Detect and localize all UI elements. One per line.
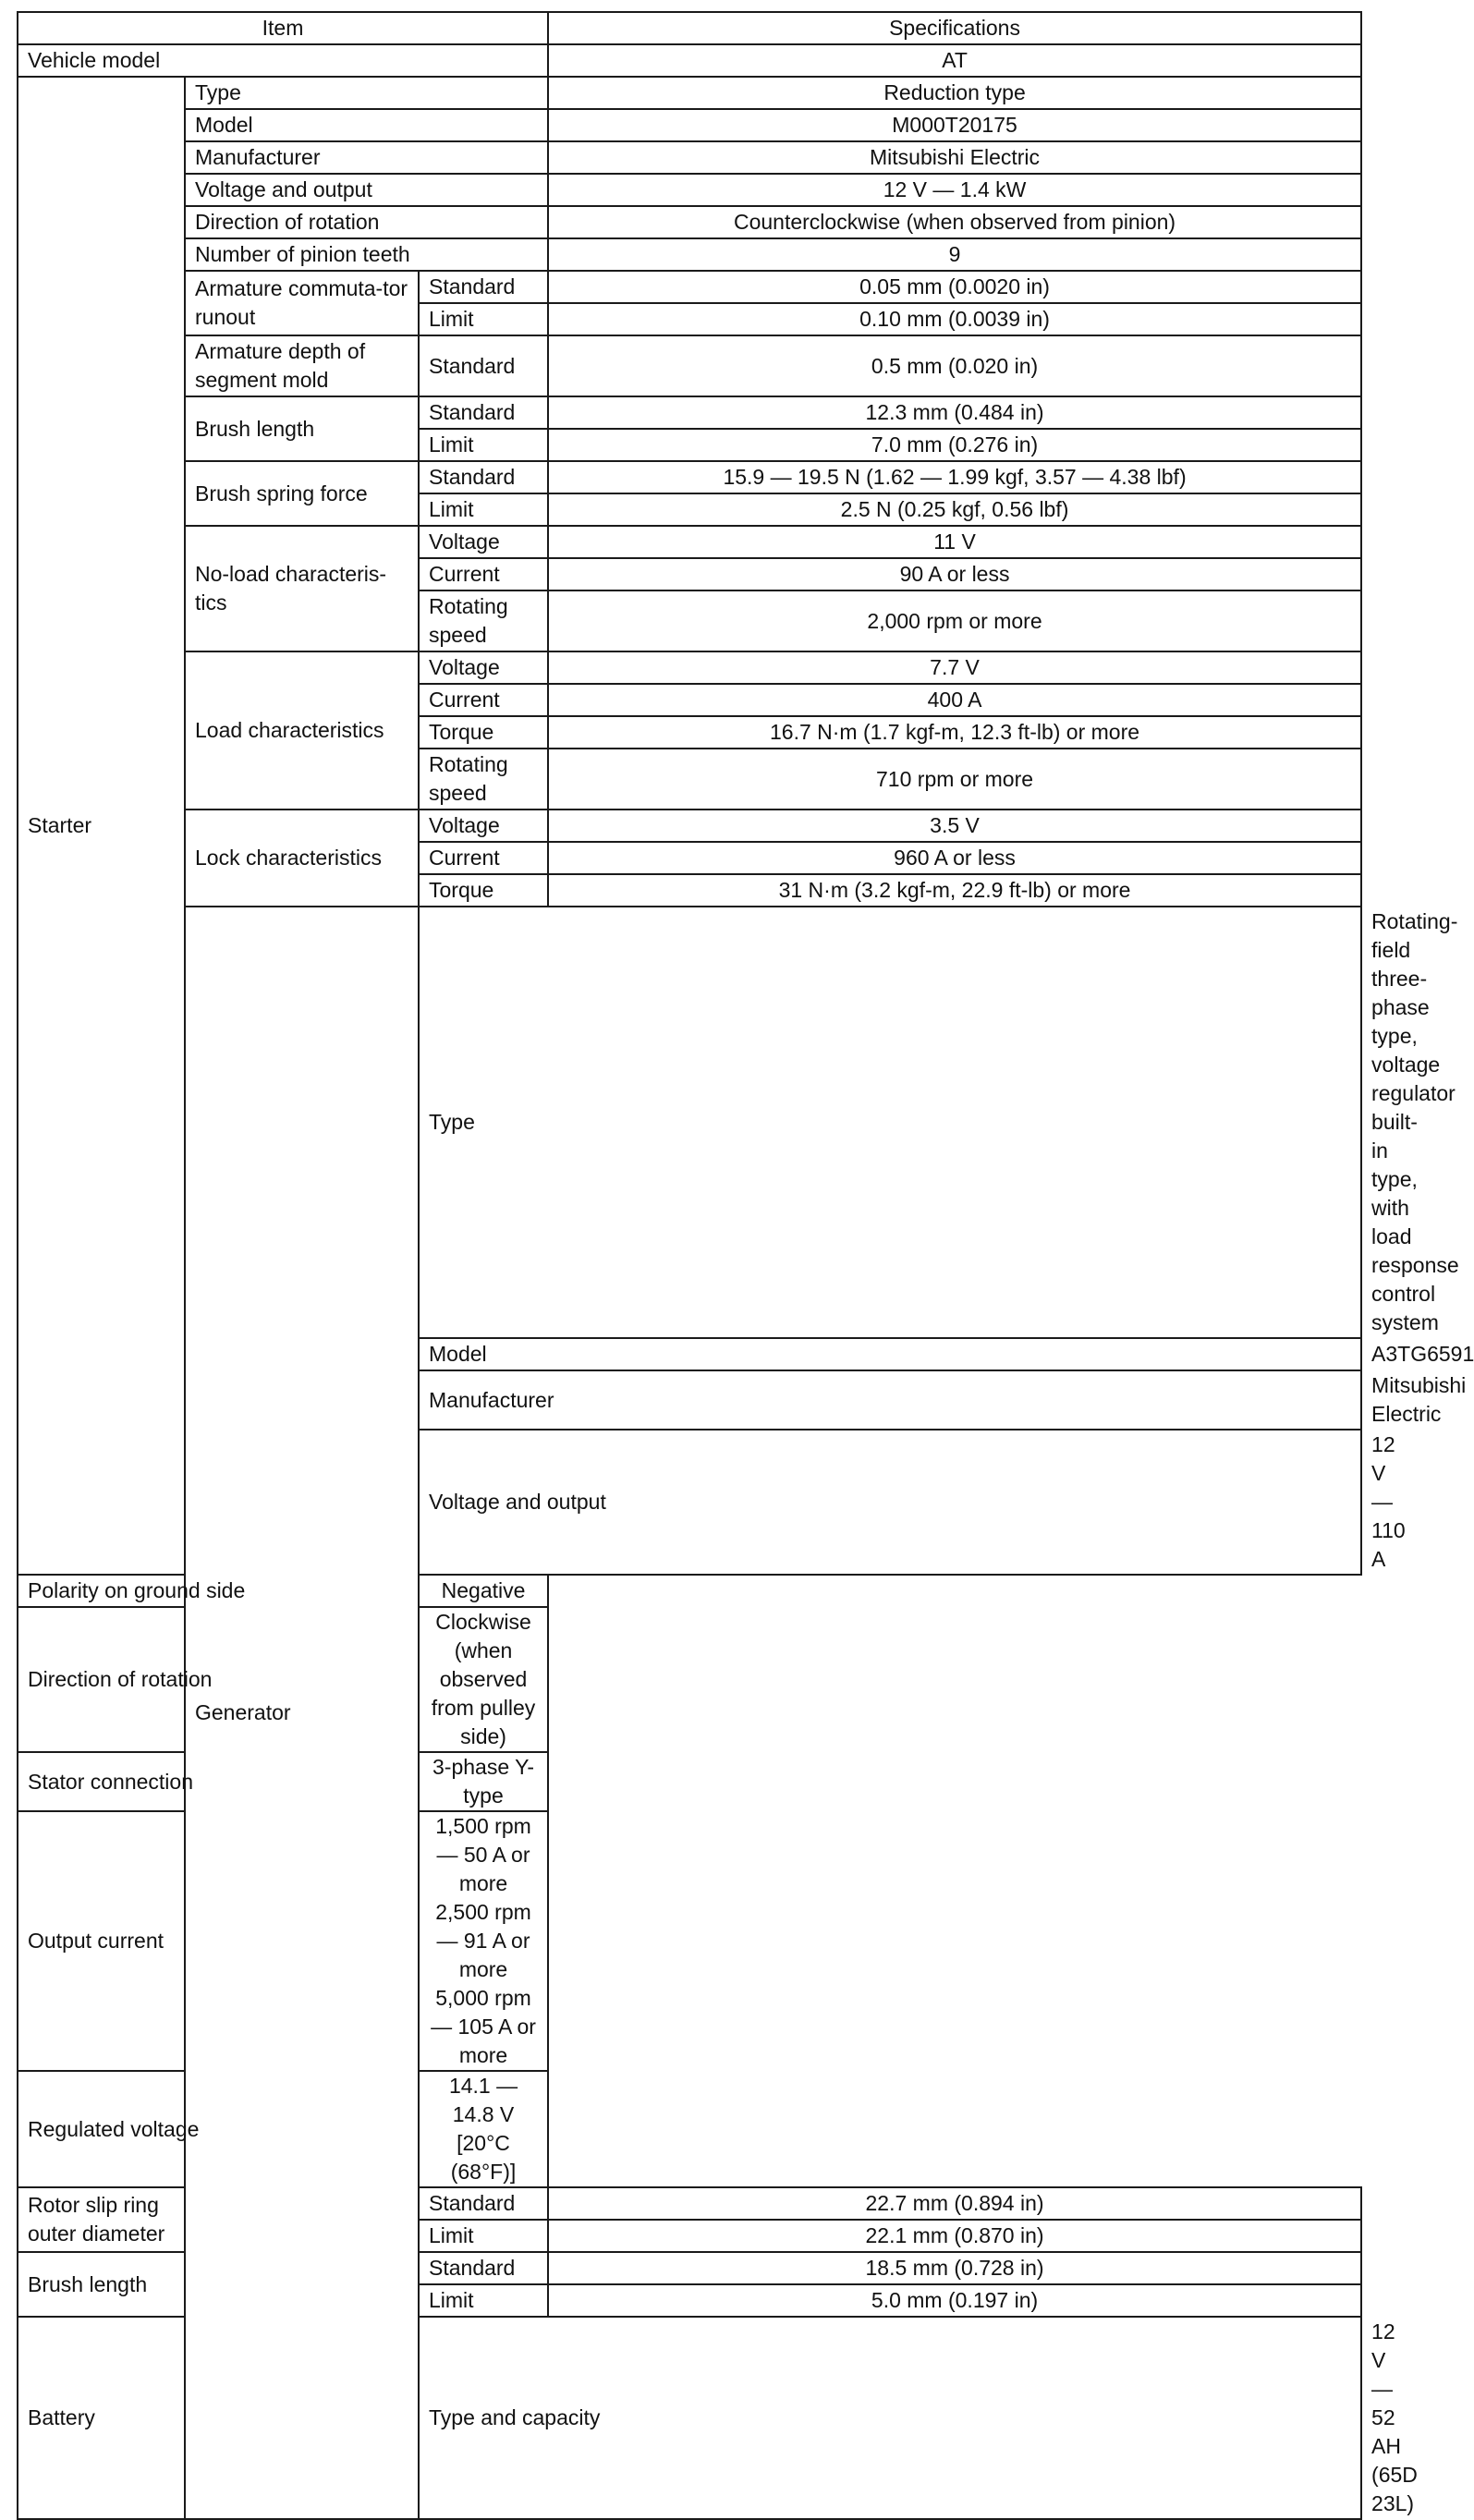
row-value: 90 A or less <box>548 558 1361 590</box>
table-row: Voltage and output 12 V — 110 A <box>18 1430 1361 1575</box>
row-label: Model <box>419 1338 1361 1370</box>
sub-label: Current <box>419 842 548 874</box>
row-value: 0.10 mm (0.0039 in) <box>548 303 1361 335</box>
row-value: 14.1 — 14.8 V [20°C (68°F)] <box>419 2071 548 2187</box>
row-value: 2,000 rpm or more <box>548 590 1361 651</box>
table-row <box>18 141 1361 174</box>
table-row: Battery Type and capacity 12 V — 52 AH (65D 23L) <box>18 2317 1361 2519</box>
table-row <box>18 206 1361 238</box>
row-value: 0.05 mm (0.0020 in) <box>548 271 1361 303</box>
table-row <box>18 651 1361 684</box>
sub-label: Standard <box>419 461 548 493</box>
table-row: Manufacturer Mitsubishi Electric <box>18 1370 1361 1430</box>
output-current-line: 2,500 rpm — 91 A or more <box>435 1900 531 1981</box>
section-starter: Starter <box>18 77 185 1575</box>
row-value: 960 A or less <box>548 842 1361 874</box>
sub-label: Torque <box>419 874 548 907</box>
table-row <box>18 461 1361 493</box>
sub-label: Limit <box>419 2220 548 2252</box>
table-row <box>18 810 1361 842</box>
sub-label: Voltage <box>419 810 548 842</box>
header-specifications: Specifications <box>548 12 1361 44</box>
row-label: Type <box>419 907 1361 1338</box>
row-value: 0.5 mm (0.020 in) <box>548 335 1361 396</box>
sub-label: Current <box>419 558 548 590</box>
row-value: 2.5 N (0.25 kgf, 0.56 lbf) <box>548 493 1361 526</box>
table-row <box>18 335 1361 396</box>
row-label: Stator connection <box>18 1752 419 1811</box>
table-row <box>18 1811 1361 2071</box>
sub-label: Limit <box>419 2284 548 2317</box>
group-label: Rotor slip ring outer diameter <box>18 2187 185 2252</box>
row-value: 7.7 V <box>548 651 1361 684</box>
table-row <box>18 1752 1361 1811</box>
table-row <box>18 174 1361 206</box>
row-value: Clockwise (when observed from pulley side) <box>419 1607 548 1752</box>
section-battery: Battery <box>18 2317 185 2519</box>
group-label: Armature commuta-tor runout <box>185 271 419 335</box>
sub-label: Standard <box>419 271 548 303</box>
group-label: Load characteristics <box>185 651 419 810</box>
row-value: 9 <box>548 238 1361 271</box>
row-label: Type <box>185 77 548 109</box>
table-row <box>18 1575 1361 1607</box>
sub-label: Standard <box>419 335 548 396</box>
group-label: Brush spring force <box>185 461 419 526</box>
table-row <box>18 271 1361 303</box>
sub-label: Voltage <box>419 526 548 558</box>
row-value: 16.7 N·m (1.7 kgf-m, 12.3 ft-lb) or more <box>548 716 1361 749</box>
vehicle-model-value: AT <box>548 44 1361 77</box>
sub-label: Limit <box>419 493 548 526</box>
row-label: Regulated voltage <box>18 2071 419 2187</box>
row-label: Manufacturer <box>419 1370 1361 1430</box>
row-value: Reduction type <box>548 77 1361 109</box>
row-value: 18.5 mm (0.728 in) <box>548 2252 1361 2284</box>
table-row <box>18 2071 1361 2187</box>
row-value: 22.7 mm (0.894 in) <box>548 2187 1361 2220</box>
group-label: Brush length <box>18 2252 185 2317</box>
group-label: Armature depth of segment mold <box>185 335 419 396</box>
header-item: Item <box>18 12 548 44</box>
table-row <box>18 109 1361 141</box>
table-row <box>18 526 1361 558</box>
row-label: Direction of rotation <box>185 206 548 238</box>
sub-label: Limit <box>419 303 548 335</box>
row-value: M000T20175 <box>548 109 1361 141</box>
table-row: Model A3TG6591 <box>18 1338 1361 1370</box>
group-label: Brush length <box>185 396 419 461</box>
row-value: 15.9 — 19.5 N (1.62 — 1.99 kgf, 3.57 — 4.38 lbf) <box>548 461 1361 493</box>
row-value: 5.0 mm (0.197 in) <box>548 2284 1361 2317</box>
vehicle-model-label: Vehicle model <box>18 44 548 77</box>
sub-label: Standard <box>419 2187 548 2220</box>
row-label: Type and capacity <box>419 2317 1361 2519</box>
row-label: Voltage and output <box>419 1430 1361 1575</box>
row-value: 12.3 mm (0.484 in) <box>548 396 1361 429</box>
sub-label: Current <box>419 684 548 716</box>
row-label: Output current <box>18 1811 419 2071</box>
output-current-line: 1,500 rpm — 50 A or more <box>435 1814 531 1895</box>
table-row <box>18 238 1361 271</box>
row-value: 7.0 mm (0.276 in) <box>548 429 1361 461</box>
output-current-line: 5,000 rpm — 105 A or more <box>431 1986 536 2067</box>
row-value: 400 A <box>548 684 1361 716</box>
table-row <box>18 1607 1361 1752</box>
row-value: Mitsubishi Electric <box>548 141 1361 174</box>
header-row <box>18 12 1361 44</box>
table-row <box>18 77 1361 109</box>
row-value: 12 V — 1.4 kW <box>548 174 1361 206</box>
row-label: Voltage and output <box>185 174 548 206</box>
section-generator: Generator <box>185 907 419 2519</box>
sub-label: Voltage <box>419 651 548 684</box>
row-value: 22.1 mm (0.870 in) <box>548 2220 1361 2252</box>
row-value: Negative <box>419 1575 548 1607</box>
row-value: 3-phase Y-type <box>419 1752 548 1811</box>
table-row: Generator Type Rotating-field three-phase type, voltage regulator built-in type, with load response control system <box>18 907 1361 1338</box>
row-value: 3.5 V <box>548 810 1361 842</box>
sub-label: Rotating speed <box>419 749 548 810</box>
row-label: Polarity on ground side <box>18 1575 419 1607</box>
sub-label: Rotating speed <box>419 590 548 651</box>
row-value: 11 V <box>548 526 1361 558</box>
row-value <box>419 1811 548 2071</box>
sub-label: Standard <box>419 2252 548 2284</box>
sub-label: Standard <box>419 396 548 429</box>
row-value: 710 rpm or more <box>548 749 1361 810</box>
specifications-table <box>17 11 1474 2520</box>
table-row <box>18 44 1361 77</box>
group-label: No-load characteris-tics <box>185 526 419 651</box>
row-label: Direction of rotation <box>18 1607 419 1752</box>
row-value: 31 N·m (3.2 kgf-m, 22.9 ft-lb) or more <box>548 874 1361 907</box>
group-label: Lock characteristics <box>185 810 419 907</box>
table-row <box>18 396 1361 429</box>
sub-label: Torque <box>419 716 548 749</box>
row-label: Number of pinion teeth <box>185 238 548 271</box>
row-label: Manufacturer <box>185 141 548 174</box>
row-value: Counterclockwise (when observed from pinion) <box>548 206 1361 238</box>
sub-label: Limit <box>419 429 548 461</box>
row-label: Model <box>185 109 548 141</box>
